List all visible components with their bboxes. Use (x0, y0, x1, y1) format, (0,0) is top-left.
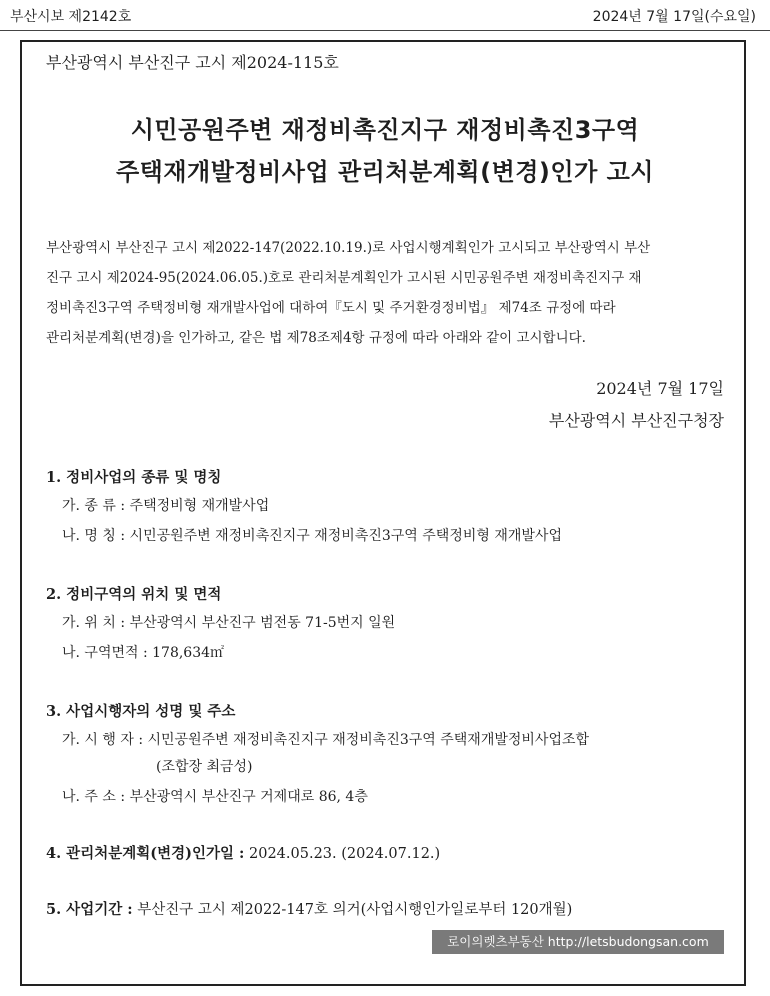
gazette-date: 2024년 7월 17일(수요일) (592, 9, 756, 25)
section-5-line (46, 898, 572, 919)
section-1-item-name: 나. 명 칭 : 시민공원주변 재정비촉진지구 재정비촉진3구역 주택정비형 재개발사업 (62, 528, 562, 544)
section-2-item-location: 가. 위 치 : 부산광역시 부산진구 범전동 71-5번지 일원 (62, 615, 396, 631)
section-5-heading: 5. 사업기간 : (46, 901, 133, 918)
section-5-value: 부산진구 고시 제2022-147호 의거(사업시행인가일로부터 120개월) (137, 902, 573, 918)
section-2-item-area: 나. 구역면적 : 178,634㎡ (62, 645, 225, 661)
section-1-heading: 1. 정비사업의 종류 및 명칭 (46, 469, 222, 486)
section-3-heading: 3. 사업시행자의 성명 및 주소 (46, 703, 236, 720)
gazette-issue: 부산시보 제2142호 (10, 9, 132, 25)
section-3-item-operator: 가. 시 행 자 : 시민공원주변 재정비촉진지구 재정비촉진3구역 주택재개발정비사업조합 (62, 732, 590, 748)
body-line-2: 진구 고시 제2024-95(2024.06.05.)호로 관리처분계획인가 고시된 시민공원주변 재정비촉진지구 재 (46, 270, 642, 286)
section-3-item-chairman: (조합장 최금성) (156, 759, 253, 775)
notice-title-line2: 주택재개발정비사업 관리처분계획(변경)인가 고시 (115, 158, 654, 186)
section-4-line (46, 842, 440, 863)
notice-issuer: 부산광역시 부산진구청장 (548, 411, 724, 430)
gazette-header (0, 0, 770, 31)
notice-date: 2024년 7월 17일 (596, 379, 724, 398)
section-3-item-address: 나. 주 소 : 부산광역시 부산진구 거제대로 86, 4층 (62, 789, 368, 805)
section-4-value: 2024.05.23. (2024.07.12.) (249, 846, 441, 862)
body-line-1: 부산광역시 부산진구 고시 제2022-147(2022.10.19.)로 사업시행계획인가 고시되고 부산광역시 부산 (46, 240, 651, 256)
notice-number: 부산광역시 부산진구 고시 제2024-115호 (46, 53, 339, 72)
body-line-4: 관리처분계획(변경)을 인가하고, 같은 법 제78조제4항 규정에 따라 아래와 같이 고시합니다. (46, 330, 586, 346)
section-1-item-type: 가. 종 류 : 주택정비형 재개발사업 (62, 498, 270, 514)
watermark-banner: 로이의렛츠부동산 http://letsbudongsan.com (432, 930, 724, 954)
notice-title-line1: 시민공원주변 재정비촉진지구 재정비촉진3구역 (130, 116, 640, 144)
body-line-3: 정비촉진3구역 주택정비형 재개발사업에 대하여『도시 및 주거환경정비법』 제74조 규정에 따라 (46, 300, 616, 316)
section-4-heading: 4. 관리처분계획(변경)인가일 : (46, 845, 245, 862)
section-2-heading: 2. 정비구역의 위치 및 면적 (46, 586, 222, 603)
